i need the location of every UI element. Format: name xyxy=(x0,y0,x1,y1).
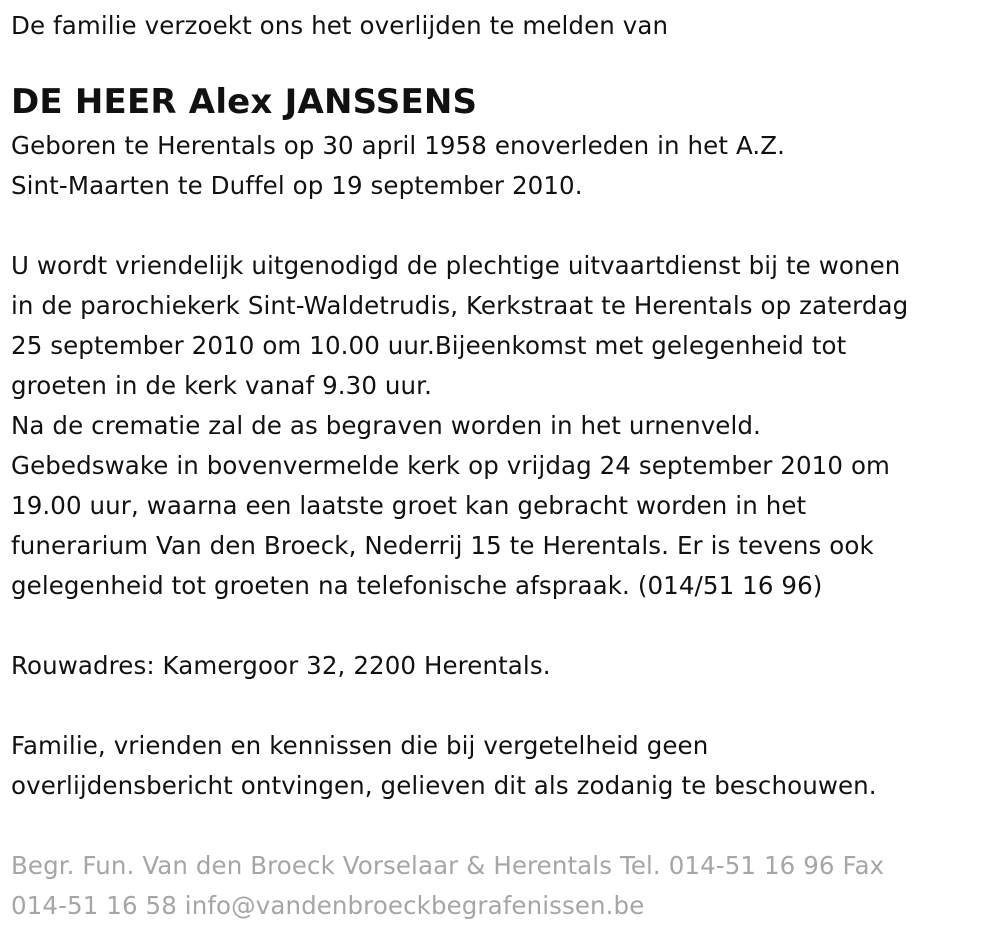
service-line: funerarium Van den Broeck, Nederrij 15 te Herentals. Er is tevens ook xyxy=(11,531,874,560)
birth-line: Sint-Maarten te Duffel op 19 september 2010. xyxy=(11,171,583,200)
footer-line: 014-51 16 58 info@vandenbroeckbegrafenissen.be xyxy=(11,891,645,920)
birth-line: Geboren te Herentals op 30 april 1958 enoverleden in het A.Z. xyxy=(11,131,786,160)
service-line: groeten in de kerk vanaf 9.30 uur. xyxy=(11,371,432,400)
service-line: gelegenheid tot groeten na telefonische afspraak. (014/51 16 96) xyxy=(11,571,823,600)
service-line: in de parochiekerk Sint-Waldetrudis, Kerkstraat te Herentals op zaterdag xyxy=(11,291,909,320)
intro-text: De familie verzoekt ons het overlijden te melden van xyxy=(11,11,669,40)
deceased-name: DE HEER Alex JANSSENS xyxy=(11,82,478,122)
spacer xyxy=(11,206,988,246)
funeral-home-footer xyxy=(11,846,988,926)
mourning-address: Rouwadres: Kamergoor 32, 2200 Herentals. xyxy=(11,651,551,680)
notice-line: overlijdensbericht ontvingen, gelieven dit als zodanig te beschouwen. xyxy=(11,771,877,800)
notice-text xyxy=(11,726,988,806)
service-line: 19.00 uur, waarna een laatste groet kan gebracht worden in het xyxy=(11,491,807,520)
spacer xyxy=(11,606,988,646)
service-line: 25 september 2010 om 10.00 uur.Bijeenkomst met gelegenheid tot xyxy=(11,331,847,360)
birth-death-info xyxy=(11,126,988,206)
spacer xyxy=(11,686,988,726)
service-line: U wordt vriendelijk uitgenodigd de plechtige uitvaartdienst bij te wonen xyxy=(11,251,901,280)
service-line: Gebedswake in bovenvermelde kerk op vrijdag 24 september 2010 om xyxy=(11,451,890,480)
spacer xyxy=(11,806,988,846)
service-info xyxy=(11,246,988,606)
footer-line: Begr. Fun. Van den Broeck Vorselaar & Herentals Tel. 014-51 16 96 Fax xyxy=(11,851,885,880)
service-line: Na de crematie zal de as begraven worden in het urnenveld. xyxy=(11,411,761,440)
notice-line: Familie, vrienden en kennissen die bij vergetelheid geen xyxy=(11,731,709,760)
